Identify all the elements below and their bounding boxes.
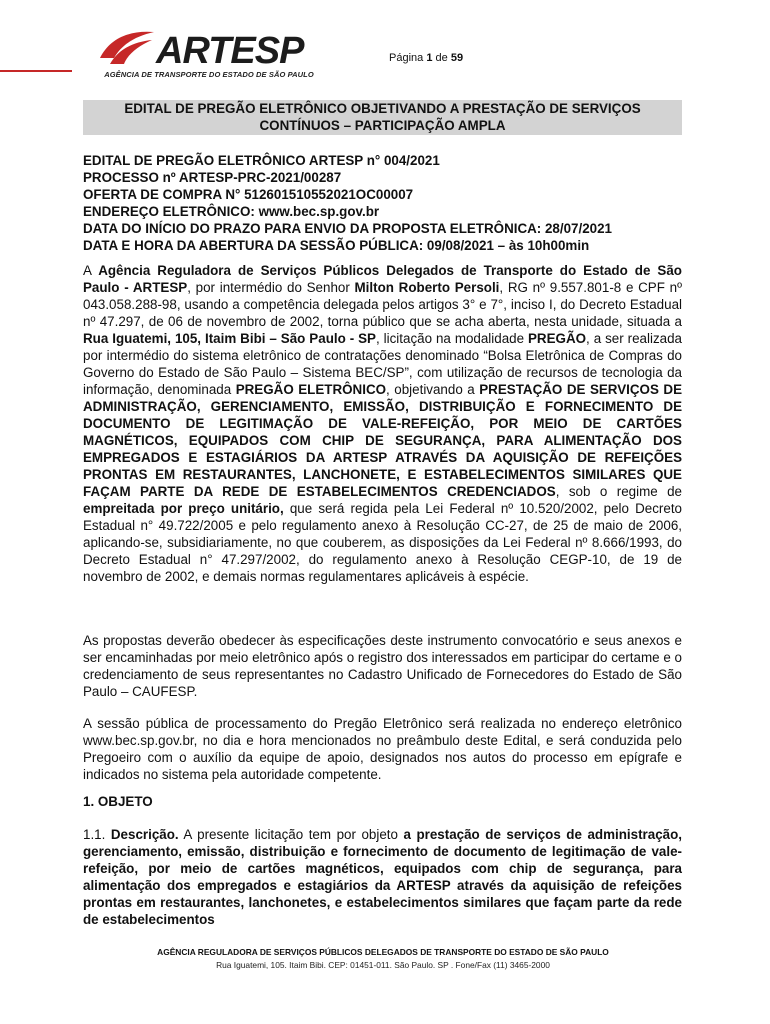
page-number	[389, 52, 463, 64]
para1-text-4: , licitação na modalidade	[375, 331, 528, 346]
footer-address: Rua Iguatemi, 105. Itaim Bibi. CEP: 01451-011. São Paulo. SP . Fone/Fax (11) 3465-2000	[216, 960, 550, 970]
page-of: de	[435, 52, 448, 64]
para1-text-8: que será regida pela Lei Federal nº 10.520/2002, pelo Decreto Estadual n° 49.722/2005 e pelo regulamento anexo à Resolução CC-27, de 25 de maio de 2006, aplicando-se, subsidiariamente, no que couberem, as disposições da Lei Federal nº 8.666/1993, do Decreto Estadual n° 47.297/2002, do regulamento anexo à Resolução CEGP-10, de 19 de novembro de 2002, e demais normas regulamentares aplicáveis à espécie.	[83, 501, 682, 584]
head-line-processo: PROCESSO nº ARTESP-PRC-2021/00287	[83, 170, 342, 185]
edital-header-block	[83, 152, 683, 254]
objeto-description-paragraph	[83, 826, 682, 928]
logo-subtitle: AGÊNCIA DE TRANSPORTE DO ESTADO DE SÃO PAULO	[104, 70, 314, 79]
para1-bold-agency: Agência Reguladora de Serviços Públicos Delegados de Transporte do Estado de São Paulo - ARTESP	[83, 263, 682, 295]
para4-bold-descricao: Descrição.	[110, 827, 179, 842]
page-footer	[83, 947, 683, 970]
para1-bold-pregao-eletronico: PREGÃO ELETRÔNICO	[235, 382, 387, 397]
para1-bold-address: Rua Iguatemi, 105, Itaim Bibi – São Paulo - SP	[83, 331, 376, 346]
para4-text-1: A presente licitação tem por objeto	[178, 827, 404, 842]
para1-text-5: , a ser realizada por intermédio do sistema eletrônico de contratações denominado “Bolsa Eletrônica de Compras do Governo do Estado de São Paulo – Sistema BEC/SP”, com utilização de recursos de tecnologia da informação, denominada	[83, 331, 682, 397]
footer-agency-name: AGÊNCIA REGULADORA DE SERVIÇOS PÚBLICOS DELEGADOS DE TRANSPORTE DO ESTADO DE SÃO PAULO	[157, 947, 609, 957]
para1-text-2: , por intermédio do Senhor	[187, 280, 355, 295]
title-line-1: EDITAL DE PREGÃO ELETRÔNICO OBJETIVANDO A PRESTAÇÃO DE SERVIÇOS	[124, 101, 641, 116]
logo-text: ARTESP	[156, 30, 304, 72]
para1-text-3: , RG nº 9.557.801-8 e CPF nº 043.058.288-98, usando a competência delegada pelos artigos 3° e 7°, inciso I, do Decreto Estadual nº 47.297, de 06 de novembro de 2002, torna público que se acha aberta, nesta unidade, situada a	[83, 280, 682, 329]
proposals-paragraph: As propostas deverão obedecer às especificações deste instrumento convocatório e seus anexos e ser encaminhadas por meio eletrônico após o registro dos interessados em participar do certame e o credenciamento de seus representantes no Cadastro Unificado de Fornecedores do Estado de São Paulo – CAUFESP.	[83, 633, 682, 699]
header-red-stripe	[0, 70, 72, 72]
para1-text-1: A	[83, 263, 99, 278]
head-line-oferta: OFERTA DE COMPRA N° 512601510552021OC00007	[83, 187, 414, 202]
preamble-paragraph	[83, 262, 682, 585]
head-line-endereco: ENDEREÇO ELETRÔNICO: www.bec.sp.gov.br	[83, 204, 380, 219]
head-line-data-inicio: DATA DO INÍCIO DO PRAZO PARA ENVIO DA PROPOSTA ELETRÔNICA: 28/07/2021	[83, 221, 612, 236]
para1-bold-pregao: PREGÃO	[528, 331, 587, 346]
para1-text-6: , objetivando a	[386, 382, 480, 397]
para1-text-7: , sob o regime de	[555, 484, 682, 499]
title-line-2: CONTÍNUOS – PARTICIPAÇÃO AMPLA	[259, 117, 506, 133]
page-total: 59	[450, 52, 464, 64]
document-title-box	[83, 100, 682, 135]
para1-bold-name: Milton Roberto Persoli	[354, 280, 500, 295]
section-objeto-title: 1. OBJETO	[83, 794, 153, 809]
page-current: 1	[426, 52, 433, 64]
head-line-edital: EDITAL DE PREGÃO ELETRÔNICO ARTESP n° 004/2021	[83, 153, 440, 168]
para1-bold-regime: empreitada por preço unitário,	[83, 501, 284, 516]
para4-bold-objeto: a prestação de serviços de administração, gerenciamento, emissão, distribuição e fornecimento de documento de legitimação de vale-refeição, por meio de cartões magnéticos, equipados com chip de segurança, para alimentação dos empregados e estagiários da ARTESP através da aquisição de refeições prontas em restaurantes, lanchonetes, e estabelecimentos similares que façam parte da rede de estabelecimentos	[83, 827, 682, 927]
para1-bold-objeto: PRESTAÇÃO DE SERVIÇOS DE ADMINISTRAÇÃO, GERENCIAMENTO, EMISSÃO, DISTRIBUIÇÃO E FORNECIMENTO DE DOCUMENTO DE LEGITIMAÇÃO DE VALE-REFEIÇÃO, POR MEIO DE CARTÕES MAGNÉTICOS, EQUIPADOS COM CHIP DE SEGURANÇA, PARA ALIMENTAÇÃO DOS EMPREGADOS E ESTAGIÁRIOS DA ARTESP ATRAVÉS DA AQUISIÇÃO DE REFEIÇÕES PRONTAS EM RESTAURANTES, LANCHONETE, E ESTABELECIMENTOS SIMILARES QUE FAÇAM PARTE DA REDE DE ESTABELECIMENTOS CREDENCIADOS	[83, 382, 683, 499]
session-paragraph: A sessão pública de processamento do Pregão Eletrônico será realizada no endereço eletrônico www.bec.sp.gov.br, no dia e hora mencionados no preâmbulo deste Edital, e será conduzida pelo Pregoeiro com o auxílio da equipe de apoio, designados nos autos do processo em epígrafe e indicados no sistema pela autoridade competente.	[83, 716, 682, 782]
page-label: Página	[389, 52, 424, 64]
head-line-data-abertura: DATA E HORA DA ABERTURA DA SESSÃO PÚBLICA: 09/08/2021 – às 10h00min	[83, 238, 590, 253]
logo-swoosh-icon	[96, 28, 158, 70]
para4-number: 1.1.	[83, 827, 111, 842]
artesp-logo	[96, 28, 314, 84]
